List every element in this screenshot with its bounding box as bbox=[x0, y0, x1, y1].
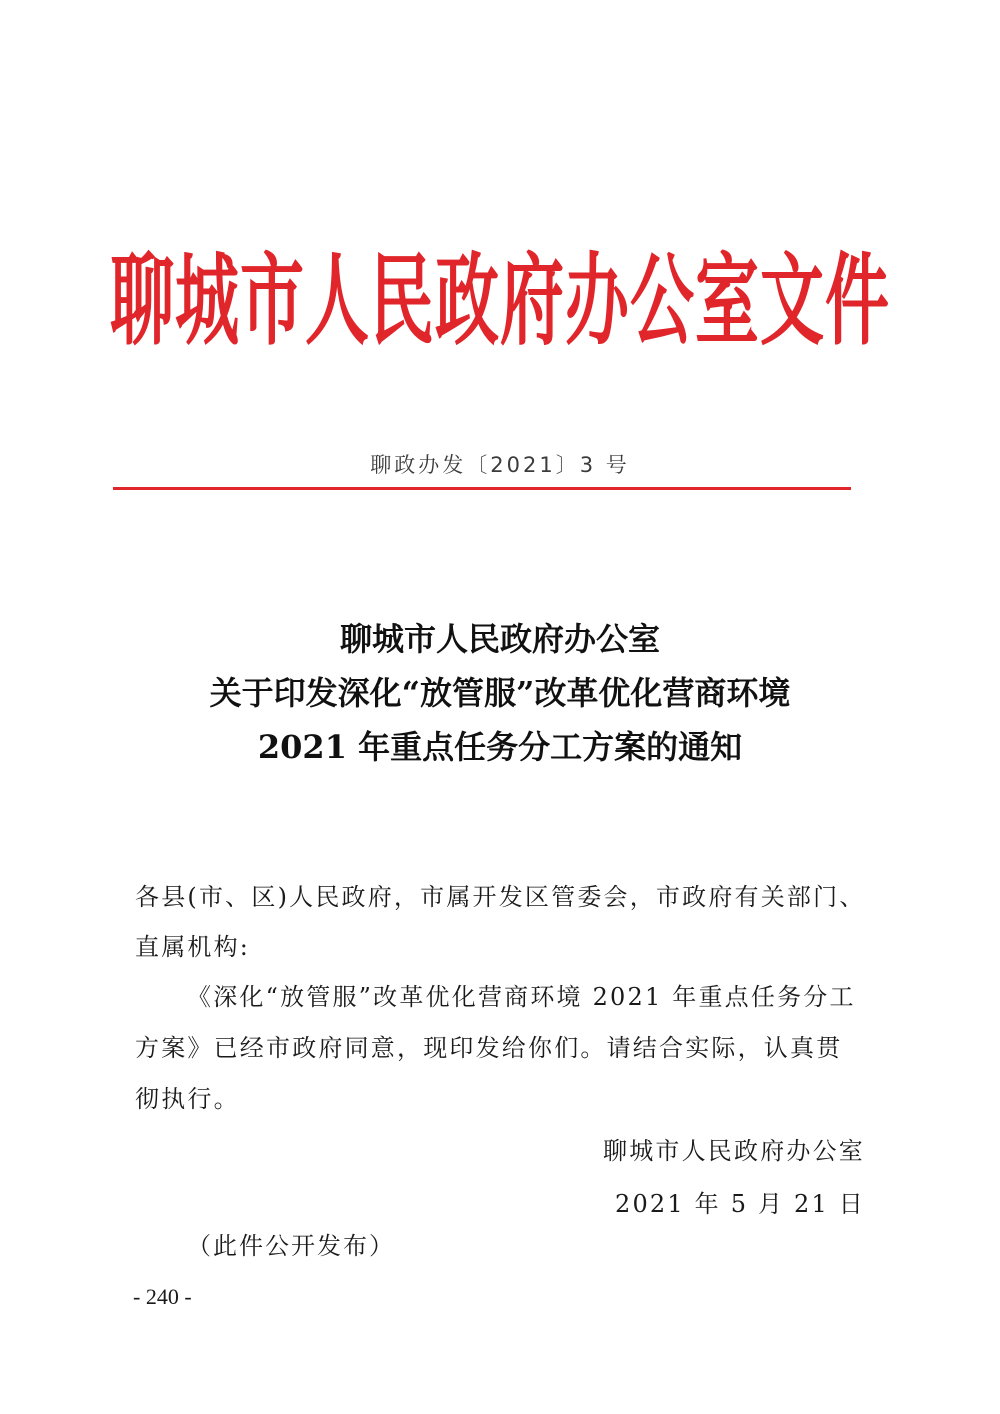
paragraph-line: 方案》已经市政府同意，现印发给你们。请结合实际，认真贯 bbox=[135, 1034, 843, 1062]
page-number: - 240 - bbox=[133, 1284, 192, 1309]
document-number: 聊政办发〔2021〕3 号 bbox=[370, 453, 630, 477]
issue-date: 2021 年 5 月 21 日 bbox=[614, 1190, 865, 1218]
paragraph-line: 《深化“放管服”改革优化营商环境 2021 年重点任务分工 bbox=[187, 983, 856, 1011]
salutation-line: 直属机构: bbox=[135, 933, 251, 961]
document-masthead: 聊城市人民政府办公室文件 bbox=[110, 243, 890, 360]
notice-title bbox=[0, 612, 1000, 774]
title-line: 关于印发深化“放管服”改革优化营商环境 bbox=[209, 674, 791, 712]
salutation-line: 各县(市、区)人民政府，市属开发区管委会，市政府有关部门、 bbox=[135, 883, 866, 911]
signature-block bbox=[603, 1125, 865, 1231]
body-paragraph bbox=[135, 972, 870, 1125]
issuer-name: 聊城市人民政府办公室 bbox=[603, 1137, 865, 1165]
title-line: 聊城市人民政府办公室 bbox=[339, 620, 660, 658]
publication-note: （此件公开发布） bbox=[187, 1232, 395, 1260]
salutation bbox=[135, 872, 870, 972]
title-line: 2021 年重点任务分工方案的通知 bbox=[257, 728, 743, 766]
red-divider-line bbox=[113, 487, 851, 490]
paragraph-line: 彻执行。 bbox=[135, 1085, 240, 1113]
